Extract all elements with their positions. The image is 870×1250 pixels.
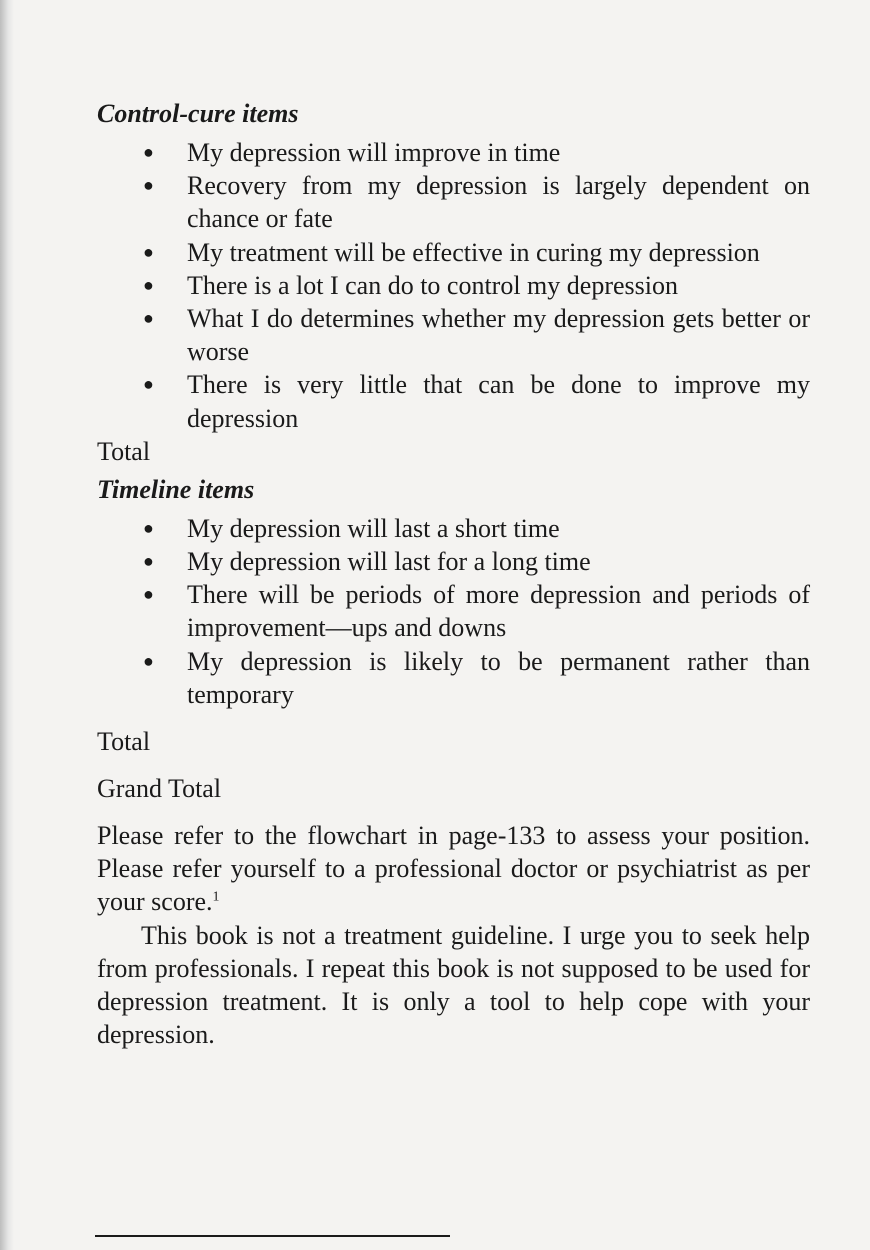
- footnote-marker: 1: [212, 889, 220, 905]
- list-item: ● My depression is likely to be permanent rather than temporary: [143, 646, 810, 709]
- timeline-total: Total: [97, 727, 151, 757]
- list-item: ● There is very little that can be done to improve my depression: [143, 370, 810, 433]
- paragraph-disclaimer: This book is not a treatment guideline. I urge you to seek help from professionals. I repeat this book is not supposed to be used for depression treatment. It is only a tool to help cope with your depression.: [97, 920, 810, 1050]
- binding-shadow: [0, 0, 14, 1250]
- timeline-list: [97, 512, 810, 711]
- list-item: ● My depression will last for a long time: [97, 545, 810, 578]
- footnote-rule: [95, 1235, 450, 1237]
- list-item: ● My depression will improve in time: [97, 136, 810, 169]
- list-item: ● What I do determines whether my depression gets better or worse: [143, 304, 810, 367]
- bullet-icon: ●: [143, 584, 154, 605]
- bullet-icon: ●: [143, 650, 154, 671]
- bullet-icon: ●: [143, 142, 154, 162]
- paragraph-refer: Please refer to the flowchart in page-133 to assess your position. Please refer yourself to a professional doctor or psychiatrist as per your score.$^1$: [97, 821, 810, 917]
- list-item: ● My treatment will be effective in curing my depression: [97, 236, 810, 269]
- list-item: ● Recovery from my depression is largely dependent on chance or fate: [143, 171, 810, 234]
- control-cure-heading: Control-cure items: [97, 99, 299, 128]
- bullet-icon: ●: [143, 308, 154, 329]
- book-page: [97, 92, 810, 1051]
- control-cure-list: [97, 136, 810, 435]
- bullet-icon: ●: [143, 175, 154, 196]
- bullet-icon: ●: [143, 274, 154, 295]
- timeline-heading: Timeline items: [97, 474, 255, 504]
- bullet-icon: ●: [143, 374, 154, 395]
- bullet-icon: ●: [143, 517, 154, 538]
- bullet-icon: ●: [143, 241, 154, 262]
- list-item: ● My depression will last a short time: [97, 512, 810, 545]
- grand-total: Grand Total: [97, 774, 222, 804]
- bullet-icon: ●: [143, 551, 154, 572]
- list-item: ● There is a lot I can do to control my depression: [97, 269, 810, 302]
- list-item: ● There will be periods of more depression and periods of improvement—ups and downs: [143, 580, 810, 643]
- control-cure-total: Total: [97, 436, 151, 466]
